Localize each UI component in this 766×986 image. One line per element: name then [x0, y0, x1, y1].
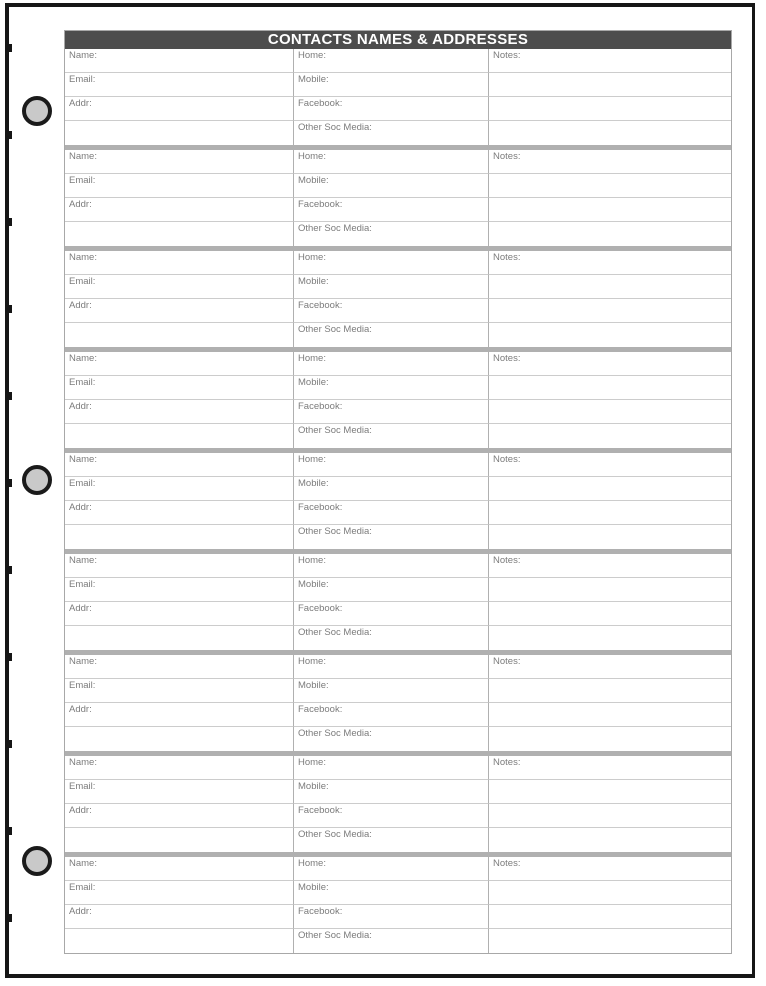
- addr-cell: [65, 97, 294, 121]
- notes-blank-cell: [489, 501, 731, 525]
- other-soc-media-cell: [294, 525, 489, 549]
- notes-blank-cell: [489, 780, 731, 804]
- field-label: Email:: [69, 74, 96, 85]
- notes-blank-cell: [489, 679, 731, 703]
- binder-tick-icon: [7, 914, 12, 922]
- field-label: Other Soc Media:: [298, 627, 372, 638]
- field-label: Home:: [298, 555, 326, 566]
- facebook-cell: [294, 602, 489, 626]
- planner-page: [5, 3, 755, 978]
- field-label: Notes:: [493, 252, 521, 263]
- field-label: Other Soc Media:: [298, 223, 372, 234]
- left-blank-cell: [65, 727, 294, 751]
- field-label: Email:: [69, 781, 96, 792]
- field-label: Home:: [298, 50, 326, 61]
- home-cell: [294, 352, 489, 376]
- contact-block: [65, 352, 731, 448]
- field-label: Facebook:: [298, 502, 343, 513]
- email-cell: [65, 275, 294, 299]
- mobile-cell: [294, 881, 489, 905]
- field-label: Facebook:: [298, 98, 343, 109]
- notes-blank-cell: [489, 703, 731, 727]
- notes-cell: [489, 453, 731, 477]
- field-label: Notes:: [493, 757, 521, 768]
- field-label: Other Soc Media:: [298, 829, 372, 840]
- field-label: Home:: [298, 151, 326, 162]
- field-label: Mobile:: [298, 579, 329, 590]
- field-label: Notes:: [493, 656, 521, 667]
- home-cell: [294, 857, 489, 881]
- email-cell: [65, 679, 294, 703]
- mobile-cell: [294, 780, 489, 804]
- email-cell: [65, 73, 294, 97]
- field-label: Notes:: [493, 151, 521, 162]
- notes-blank-cell: [489, 174, 731, 198]
- field-label: Facebook:: [298, 603, 343, 614]
- home-cell: [294, 453, 489, 477]
- field-label: Notes:: [493, 454, 521, 465]
- left-blank-cell: [65, 121, 294, 145]
- binder-tick-icon: [7, 827, 12, 835]
- field-label: Mobile:: [298, 882, 329, 893]
- field-label: Facebook:: [298, 199, 343, 210]
- field-label: Home:: [298, 757, 326, 768]
- field-label: Other Soc Media:: [298, 425, 372, 436]
- left-blank-cell: [65, 525, 294, 549]
- page-title: CONTACTS NAMES & ADDRESSES: [65, 31, 731, 49]
- notes-cell: [489, 352, 731, 376]
- notes-blank-cell: [489, 121, 731, 145]
- contact-block: [65, 453, 731, 549]
- binder-tick-icon: [7, 566, 12, 574]
- field-label: Addr:: [69, 805, 92, 816]
- field-label: Addr:: [69, 199, 92, 210]
- field-label: Facebook:: [298, 805, 343, 816]
- field-label: Email:: [69, 377, 96, 388]
- notes-blank-cell: [489, 400, 731, 424]
- field-label: Email:: [69, 276, 96, 287]
- punch-hole-icon: [22, 96, 52, 126]
- notes-blank-cell: [489, 602, 731, 626]
- field-label: Other Soc Media:: [298, 122, 372, 133]
- name-cell: [65, 150, 294, 174]
- other-soc-media-cell: [294, 727, 489, 751]
- name-cell: [65, 49, 294, 73]
- facebook-cell: [294, 97, 489, 121]
- field-label: Addr:: [69, 603, 92, 614]
- field-label: Name:: [69, 151, 97, 162]
- field-label: Name:: [69, 50, 97, 61]
- other-soc-media-cell: [294, 121, 489, 145]
- field-label: Mobile:: [298, 680, 329, 691]
- addr-cell: [65, 198, 294, 222]
- name-cell: [65, 756, 294, 780]
- field-label: Addr:: [69, 502, 92, 513]
- addr-cell: [65, 501, 294, 525]
- notes-cell: [489, 857, 731, 881]
- notes-cell: [489, 554, 731, 578]
- field-label: Addr:: [69, 401, 92, 412]
- mobile-cell: [294, 376, 489, 400]
- field-label: Mobile:: [298, 276, 329, 287]
- notes-cell: [489, 150, 731, 174]
- field-label: Home:: [298, 656, 326, 667]
- mobile-cell: [294, 73, 489, 97]
- field-label: Notes:: [493, 555, 521, 566]
- home-cell: [294, 554, 489, 578]
- addr-cell: [65, 804, 294, 828]
- field-label: Home:: [298, 454, 326, 465]
- field-label: Facebook:: [298, 906, 343, 917]
- notes-blank-cell: [489, 97, 731, 121]
- field-label: Email:: [69, 175, 96, 186]
- notes-blank-cell: [489, 929, 731, 953]
- left-blank-cell: [65, 424, 294, 448]
- binder-tick-icon: [7, 218, 12, 226]
- binder-tick-icon: [7, 479, 12, 487]
- mobile-cell: [294, 578, 489, 602]
- notes-blank-cell: [489, 299, 731, 323]
- facebook-cell: [294, 299, 489, 323]
- addr-cell: [65, 602, 294, 626]
- field-label: Notes:: [493, 353, 521, 364]
- email-cell: [65, 174, 294, 198]
- notes-cell: [489, 655, 731, 679]
- field-label: Mobile:: [298, 781, 329, 792]
- facebook-cell: [294, 400, 489, 424]
- contact-blocks-container: [65, 49, 731, 953]
- name-cell: [65, 857, 294, 881]
- facebook-cell: [294, 804, 489, 828]
- name-cell: [65, 554, 294, 578]
- notes-blank-cell: [489, 275, 731, 299]
- field-label: Facebook:: [298, 401, 343, 412]
- field-label: Addr:: [69, 906, 92, 917]
- notes-blank-cell: [489, 323, 731, 347]
- notes-blank-cell: [489, 828, 731, 852]
- addr-cell: [65, 299, 294, 323]
- field-label: Email:: [69, 882, 96, 893]
- email-cell: [65, 780, 294, 804]
- field-label: Mobile:: [298, 478, 329, 489]
- facebook-cell: [294, 501, 489, 525]
- name-cell: [65, 251, 294, 275]
- other-soc-media-cell: [294, 626, 489, 650]
- field-label: Email:: [69, 680, 96, 691]
- field-label: Mobile:: [298, 377, 329, 388]
- field-label: Other Soc Media:: [298, 324, 372, 335]
- addr-cell: [65, 905, 294, 929]
- field-label: Addr:: [69, 704, 92, 715]
- other-soc-media-cell: [294, 222, 489, 246]
- field-label: Facebook:: [298, 300, 343, 311]
- notes-blank-cell: [489, 525, 731, 549]
- contact-block: [65, 756, 731, 852]
- other-soc-media-cell: [294, 929, 489, 953]
- notes-blank-cell: [489, 424, 731, 448]
- home-cell: [294, 49, 489, 73]
- home-cell: [294, 655, 489, 679]
- email-cell: [65, 578, 294, 602]
- punch-hole-icon: [22, 465, 52, 495]
- left-blank-cell: [65, 929, 294, 953]
- notes-cell: [489, 49, 731, 73]
- contact-block: [65, 49, 731, 145]
- field-label: Addr:: [69, 98, 92, 109]
- contact-block: [65, 150, 731, 246]
- field-label: Name:: [69, 252, 97, 263]
- field-label: Home:: [298, 252, 326, 263]
- notes-blank-cell: [489, 198, 731, 222]
- other-soc-media-cell: [294, 828, 489, 852]
- notes-blank-cell: [489, 881, 731, 905]
- notes-blank-cell: [489, 727, 731, 751]
- contacts-table: [64, 30, 732, 954]
- binder-tick-icon: [7, 392, 12, 400]
- facebook-cell: [294, 905, 489, 929]
- field-label: Other Soc Media:: [298, 728, 372, 739]
- home-cell: [294, 251, 489, 275]
- contact-block: [65, 251, 731, 347]
- contact-block: [65, 554, 731, 650]
- name-cell: [65, 655, 294, 679]
- field-label: Other Soc Media:: [298, 526, 372, 537]
- notes-blank-cell: [489, 222, 731, 246]
- contact-block: [65, 857, 731, 953]
- name-cell: [65, 453, 294, 477]
- facebook-cell: [294, 703, 489, 727]
- left-blank-cell: [65, 323, 294, 347]
- field-label: Mobile:: [298, 74, 329, 85]
- field-label: Email:: [69, 579, 96, 590]
- field-label: Name:: [69, 656, 97, 667]
- left-blank-cell: [65, 626, 294, 650]
- binder-tick-icon: [7, 305, 12, 313]
- field-label: Name:: [69, 757, 97, 768]
- mobile-cell: [294, 679, 489, 703]
- email-cell: [65, 881, 294, 905]
- notes-blank-cell: [489, 376, 731, 400]
- field-label: Name:: [69, 353, 97, 364]
- field-label: Notes:: [493, 50, 521, 61]
- field-label: Other Soc Media:: [298, 930, 372, 941]
- binder-tick-icon: [7, 131, 12, 139]
- notes-blank-cell: [489, 626, 731, 650]
- binder-tick-icon: [7, 653, 12, 661]
- notes-blank-cell: [489, 804, 731, 828]
- binder-tick-icon: [7, 44, 12, 52]
- field-label: Name:: [69, 454, 97, 465]
- left-blank-cell: [65, 828, 294, 852]
- notes-cell: [489, 756, 731, 780]
- notes-blank-cell: [489, 73, 731, 97]
- other-soc-media-cell: [294, 424, 489, 448]
- addr-cell: [65, 703, 294, 727]
- home-cell: [294, 756, 489, 780]
- notes-cell: [489, 251, 731, 275]
- field-label: Email:: [69, 478, 96, 489]
- left-blank-cell: [65, 222, 294, 246]
- email-cell: [65, 477, 294, 501]
- addr-cell: [65, 400, 294, 424]
- field-label: Home:: [298, 858, 326, 869]
- field-label: Notes:: [493, 858, 521, 869]
- field-label: Name:: [69, 555, 97, 566]
- mobile-cell: [294, 275, 489, 299]
- notes-blank-cell: [489, 578, 731, 602]
- notes-blank-cell: [489, 477, 731, 501]
- field-label: Home:: [298, 353, 326, 364]
- facebook-cell: [294, 198, 489, 222]
- field-label: Mobile:: [298, 175, 329, 186]
- binder-tick-icon: [7, 740, 12, 748]
- mobile-cell: [294, 477, 489, 501]
- home-cell: [294, 150, 489, 174]
- email-cell: [65, 376, 294, 400]
- punch-hole-icon: [22, 846, 52, 876]
- field-label: Addr:: [69, 300, 92, 311]
- field-label: Name:: [69, 858, 97, 869]
- contact-block: [65, 655, 731, 751]
- name-cell: [65, 352, 294, 376]
- notes-blank-cell: [489, 905, 731, 929]
- other-soc-media-cell: [294, 323, 489, 347]
- mobile-cell: [294, 174, 489, 198]
- field-label: Facebook:: [298, 704, 343, 715]
